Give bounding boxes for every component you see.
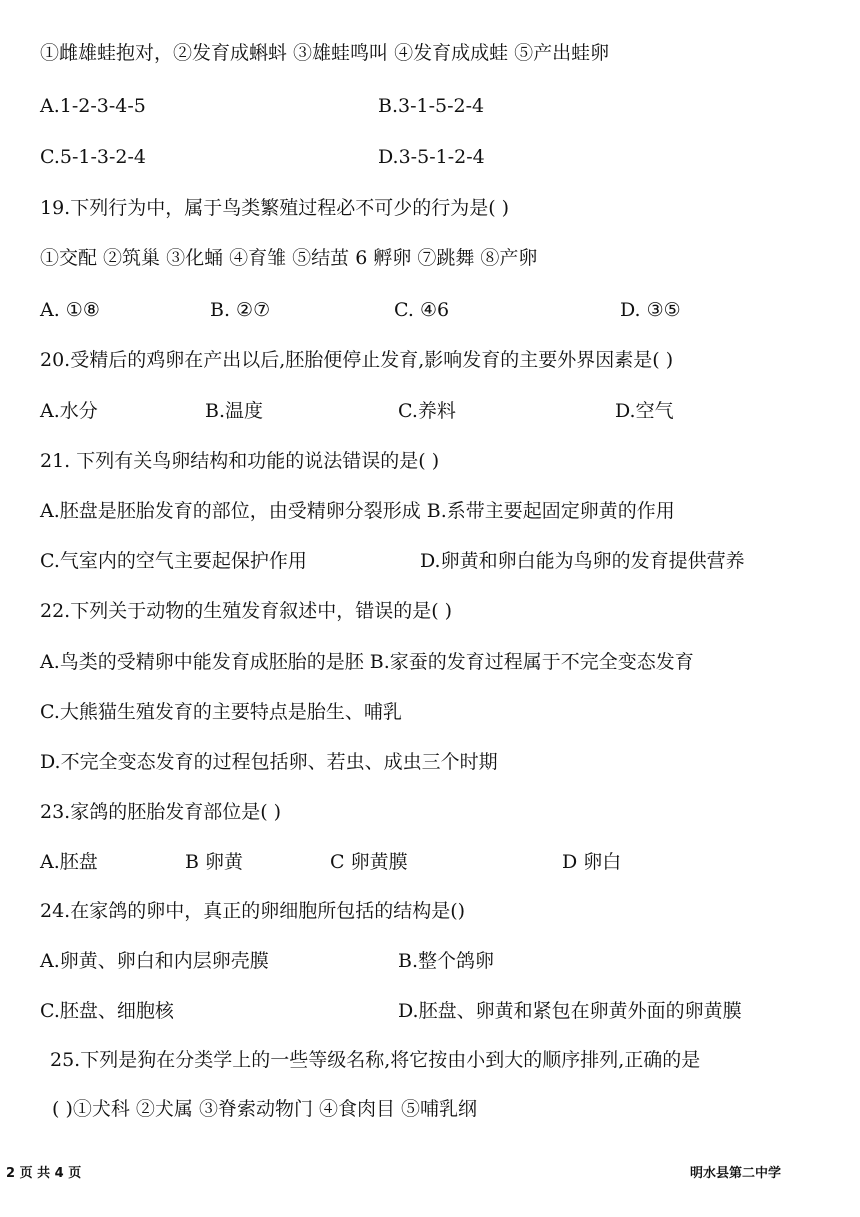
q18-option-b: B.3-1-5-2-4 — [378, 95, 485, 117]
q19-option-a: A. ①⑧ — [40, 299, 100, 321]
q20-option-a: A.水分 — [40, 400, 98, 422]
q19-option-d: D. ③⑤ — [620, 299, 681, 321]
q21-option-c: C.气室内的空气主要起保护作用 — [40, 550, 307, 572]
q19-option-b: B. ②⑦ — [210, 299, 271, 321]
q22-option-c: C.大熊猫生殖发育的主要特点是胎生、哺乳 — [40, 701, 402, 723]
q19-items: ①交配 ②筑巢 ③化蛹 ④育雏 ⑤结茧 6 孵卵 ⑦跳舞 ⑧产卵 — [40, 247, 538, 269]
q24-stem: 24.在家鸽的卵中，真正的卵细胞所包括的结构是() — [40, 900, 466, 922]
q23-option-c: C 卵黄膜 — [330, 851, 408, 873]
q22-option-ab: A.鸟类的受精卵中能发育成胚胎的是胚 B.家蚕的发育过程属于不完全变态发育 — [40, 651, 694, 673]
q24-option-c: C.胚盘、细胞核 — [40, 1000, 174, 1022]
q20-option-d: D.空气 — [615, 400, 674, 422]
q18-option-a: A.1-2-3-4-5 — [40, 95, 146, 117]
q22-option-d: D.不完全变态发育的过程包括卵、若虫、成虫三个时期 — [40, 751, 498, 773]
q24-option-a: A.卵黄、卵白和内层卵壳膜 — [40, 950, 269, 972]
q20-stem: 20.受精后的鸡卵在产出以后,胚胎便停止发育,影响发育的主要外界因素是( ) — [40, 349, 674, 371]
q19-option-c: C. ④6 — [394, 299, 450, 321]
q23-option-b: B 卵黄 — [185, 851, 244, 873]
q23-option-d: D 卵白 — [562, 851, 622, 873]
q21-stem: 21. 下列有关鸟卵结构和功能的说法错误的是( ) — [40, 450, 440, 472]
q18-option-c: C.5-1-3-2-4 — [40, 146, 147, 168]
q19-stem: 19.下列行为中，属于鸟类繁殖过程必不可少的行为是( ) — [40, 197, 510, 219]
page-number: 2 页 共 4 页 — [6, 1166, 82, 1181]
q20-option-c: C.养料 — [398, 400, 456, 422]
q20-option-b: B.温度 — [205, 400, 264, 422]
q24-option-b: B.整个鸽卵 — [398, 950, 495, 972]
school-name: 明水县第二中学 — [690, 1166, 782, 1181]
q23-option-a: A.胚盘 — [40, 851, 98, 873]
q24-option-d: D.胚盘、卵黄和紧包在卵黄外面的卵黄膜 — [398, 1000, 742, 1022]
q21-option-d: D.卵黄和卵白能为鸟卵的发育提供营养 — [420, 550, 745, 572]
q25-stem: 25.下列是狗在分类学上的一些等级名称,将它按由小到大的顺序排列,正确的是 — [50, 1049, 701, 1071]
q18-steps: ①雌雄蛙抱对，②发育成蝌蚪 ③雄蛙鸣叫 ④发育成成蛙 ⑤产出蛙卵 — [40, 42, 610, 64]
q21-option-ab: A.胚盘是胚胎发育的部位，由受精卵分裂形成 B.系带主要起固定卵黄的作用 — [40, 500, 675, 522]
q23-stem: 23.家鸽的胚胎发育部位是( ) — [40, 801, 282, 823]
q25-items: ( )①犬科 ②犬属 ③脊索动物门 ④食肉目 ⑤哺乳纲 — [52, 1098, 478, 1120]
q22-stem: 22.下列关于动物的生殖发育叙述中，错误的是( ) — [40, 600, 453, 622]
q18-option-d: D.3-5-1-2-4 — [378, 146, 485, 168]
